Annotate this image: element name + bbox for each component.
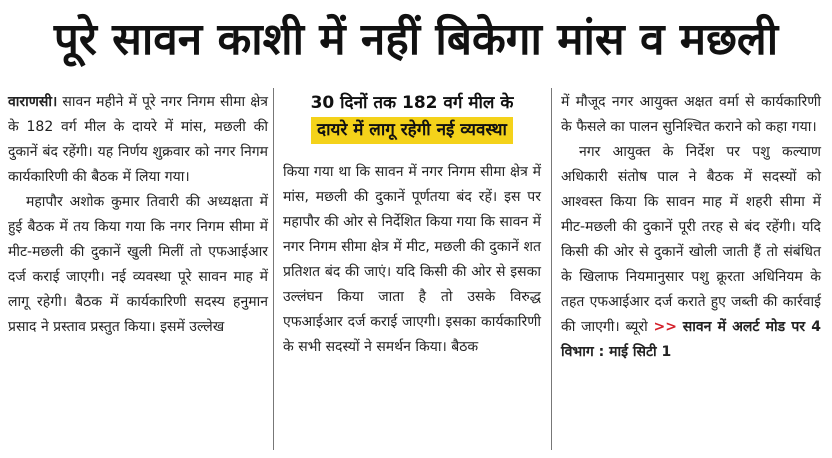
column-divider [273,88,274,450]
dateline: वाराणसी। [8,94,58,110]
related-story-link[interactable]: सावन में अलर्ट मोड पर 4 विभाग : माई सिटी 1 [561,319,822,360]
headline: पूरे सावन काशी में नहीं बिकेगा मांस व मछली [53,14,779,65]
subheadline [283,90,541,150]
paragraph: किया गया था कि सावन में नगर निगम सीमा क्षेत्र में मांस, मछली की दुकानें पूर्णतया बंद रहें। इस पर महापौर की ओर से निर्देशित किया गया कि सावन में नगर निगम सीमा क्षेत्र में मीट, मछली की दुकानें शत प्रतिशत बंद की जाएं। यदि किसी की ओर से इसका उल्लंघन किया जाता है तो उसके विरुद्ध एफआईआर दर्ज कराई जाएगी। इसका कार्यकारिणी के सभी सदस्यों ने समर्थन किया। बैठक [283,164,541,355]
byline: ब्यूरो [625,319,648,335]
subheadline-line-2: दायरे में लागू रहेगी नई व्यवस्था [311,117,513,144]
subheadline-line-1: 30 दिनों तक 182 वर्ग मील के [310,93,514,113]
paragraph-text: नगर आयुक्त के निर्देश पर पशु कल्याण अधिकारी संतोष पाल ने बैठक में सदस्यों को आश्वस्त किया कि सावन माह में शहरी सीमा में मीट-मछली की दुकानें पूरी तरह से बंद रहेंगी। यदि किसी की ओर से दुकानें खोली जाती हैं तो संबंधित के खिलाफ नियमानुसार पशु क्रूरता अधिनियम के तहत एफआईआर दर्ज कराते हुए जब्ती की कार्रवाई की जाएगी। [561,144,821,335]
paragraph [561,140,821,365]
article-column-2 [283,90,541,360]
paragraph-text: सावन महीने में पूरे नगर निगम सीमा क्षेत्र के 182 वर्ग मील के दायरे में मांस, मछली की दुकानें बंद रहेंगी। यह निर्णय शुक्रवार को नगर निगम कार्यकारिणी की बैठक में लिया गया। [8,94,268,185]
article-column-1 [8,90,268,340]
double-chevron-right-icon: >> [653,319,677,335]
paragraph: महापौर अशोक कुमार तिवारी की अध्यक्षता में हुई बैठक में तय किया गया कि नगर निगम सीमा में मीट-मछली की दुकानें खुली मिलीं तो एफआईआर दर्ज कराई जाएगी। नई व्यवस्था पूरे सावन माह में लागू रहेगी। बैठक में कार्यकारिणी सदस्य हनुमान प्रसाद ने प्रस्ताव प्रस्तुत किया। इसमें उल्लेख [8,194,268,335]
article-column-3 [561,90,821,365]
column-divider [551,88,552,450]
paragraph [8,90,268,190]
paragraph: में मौजूद नगर आयुक्त अक्षत वर्मा से कार्यकारिणी के फैसले का पालन सुनिश्चित कराने को कहा गया। [561,94,821,135]
